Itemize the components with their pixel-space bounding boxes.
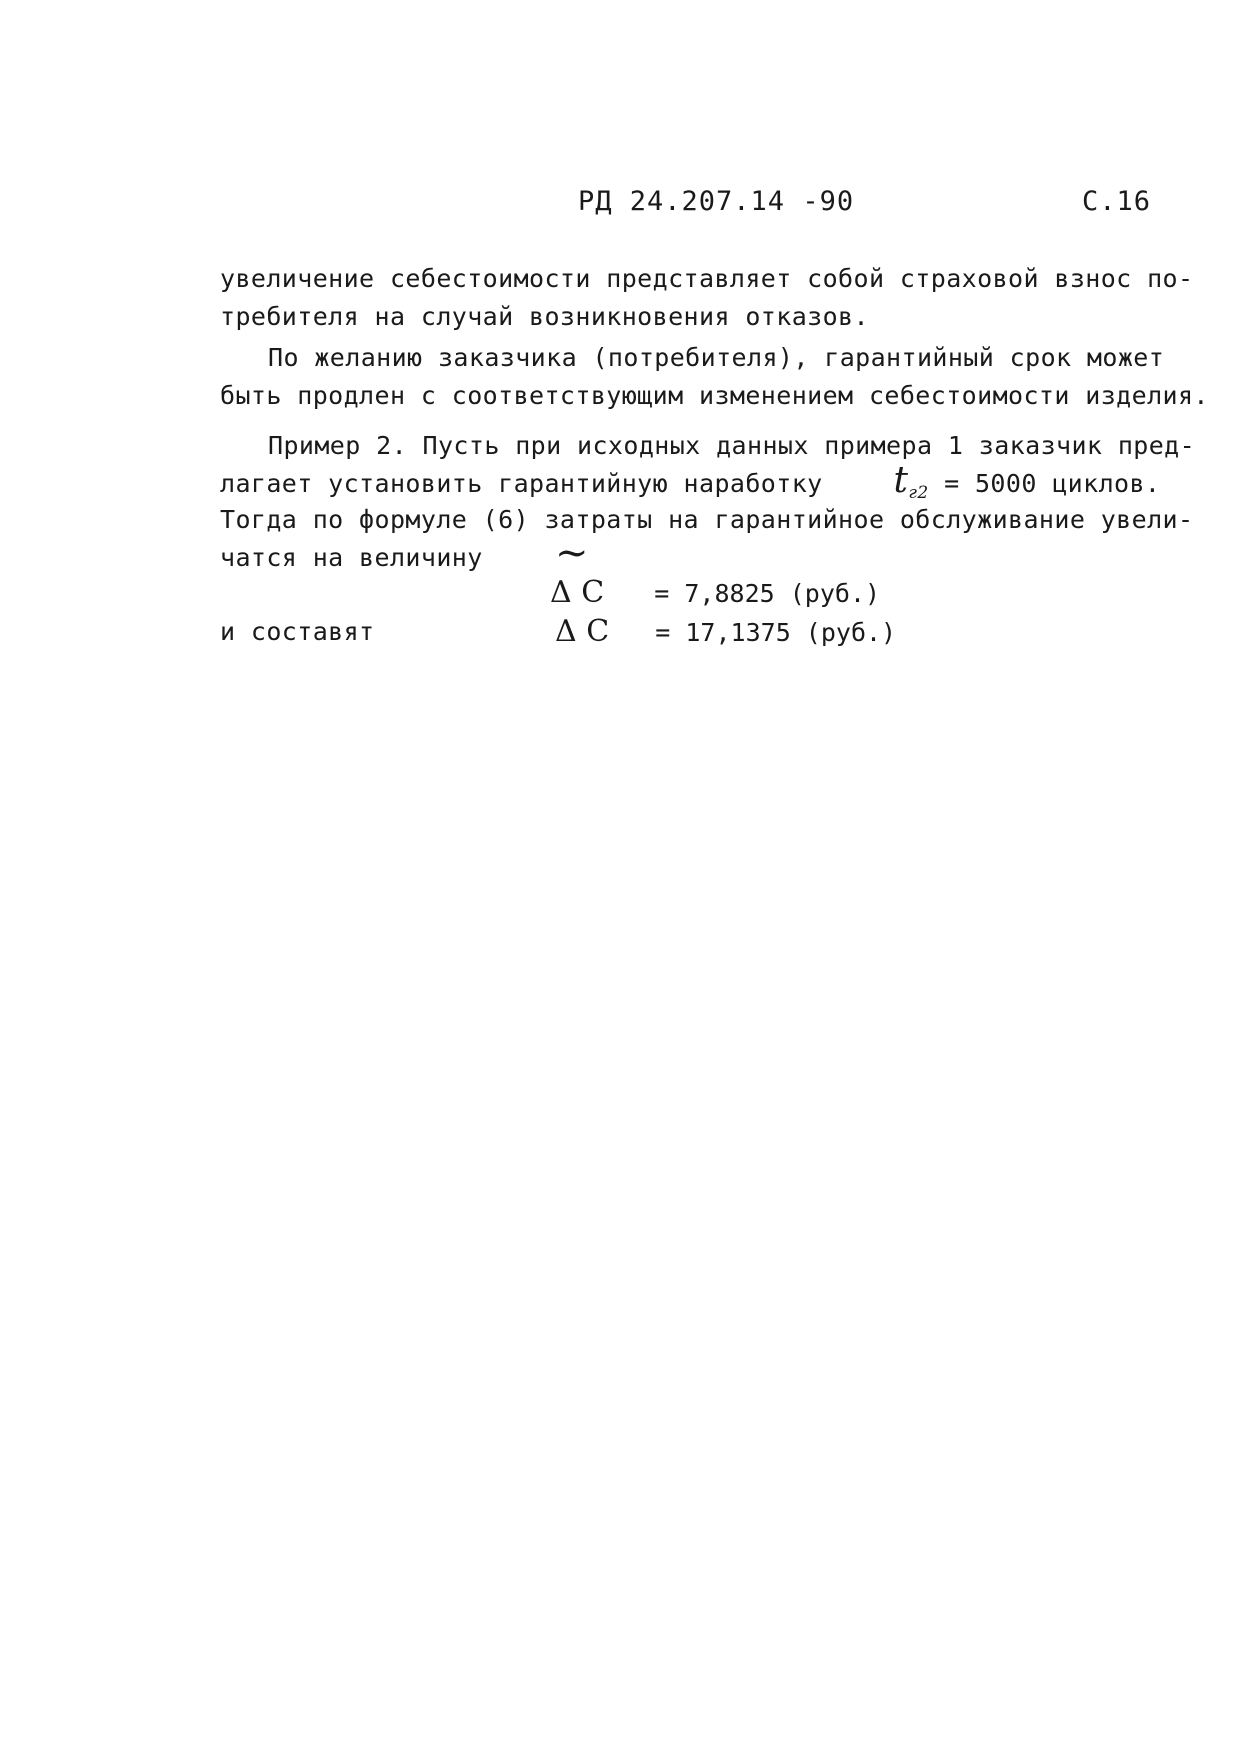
formula-2 (555, 614, 896, 649)
paragraph-2-line-2: быть продлен с соответствующим изменением себестоимости изделия. (220, 381, 1209, 410)
formula-2-symbol: Δ C (555, 614, 610, 649)
paragraph-2-line-1: По желанию заказчика (потребителя), гарантийный срок может (268, 343, 1165, 372)
paragraph-1-line-1: увеличение себестоимости представляет собой страховой взнос по- (220, 264, 1194, 293)
paragraph-3-line-1: Пример 2. Пусть при исходных данных примера 1 заказчик пред- (268, 431, 1196, 460)
formula-2-value: = 17,1375 (руб.) (655, 618, 897, 647)
variable-t-subscript: г2 (908, 483, 929, 503)
variable-t: t (893, 460, 909, 501)
paragraph-1-line-2: требителя на случай возникновения отказов. (220, 302, 869, 331)
document-code: РД 24.207.14 -90 (578, 186, 855, 217)
formula-1-symbol: Δ C (550, 575, 605, 610)
paragraph-3-line-2-text: лагает установить гарантийную наработку (220, 469, 823, 498)
tilde-mark: ~ (555, 530, 589, 576)
formula-1-value: = 7,8825 (руб.) (654, 579, 881, 608)
paragraph-3-line-2 (220, 460, 1160, 501)
formula-2-label: и составят (220, 617, 375, 646)
paragraph-3-line-3: Тогда по формуле (6) затраты на гарантийное обслуживание увели- (220, 505, 1194, 534)
paragraph-3-line-4: чатся на величину (220, 543, 483, 572)
page-number: С.16 (1082, 186, 1152, 217)
formula-1 (550, 575, 880, 610)
paragraph-3-line-2-value: = 5000 циклов. (944, 469, 1161, 498)
